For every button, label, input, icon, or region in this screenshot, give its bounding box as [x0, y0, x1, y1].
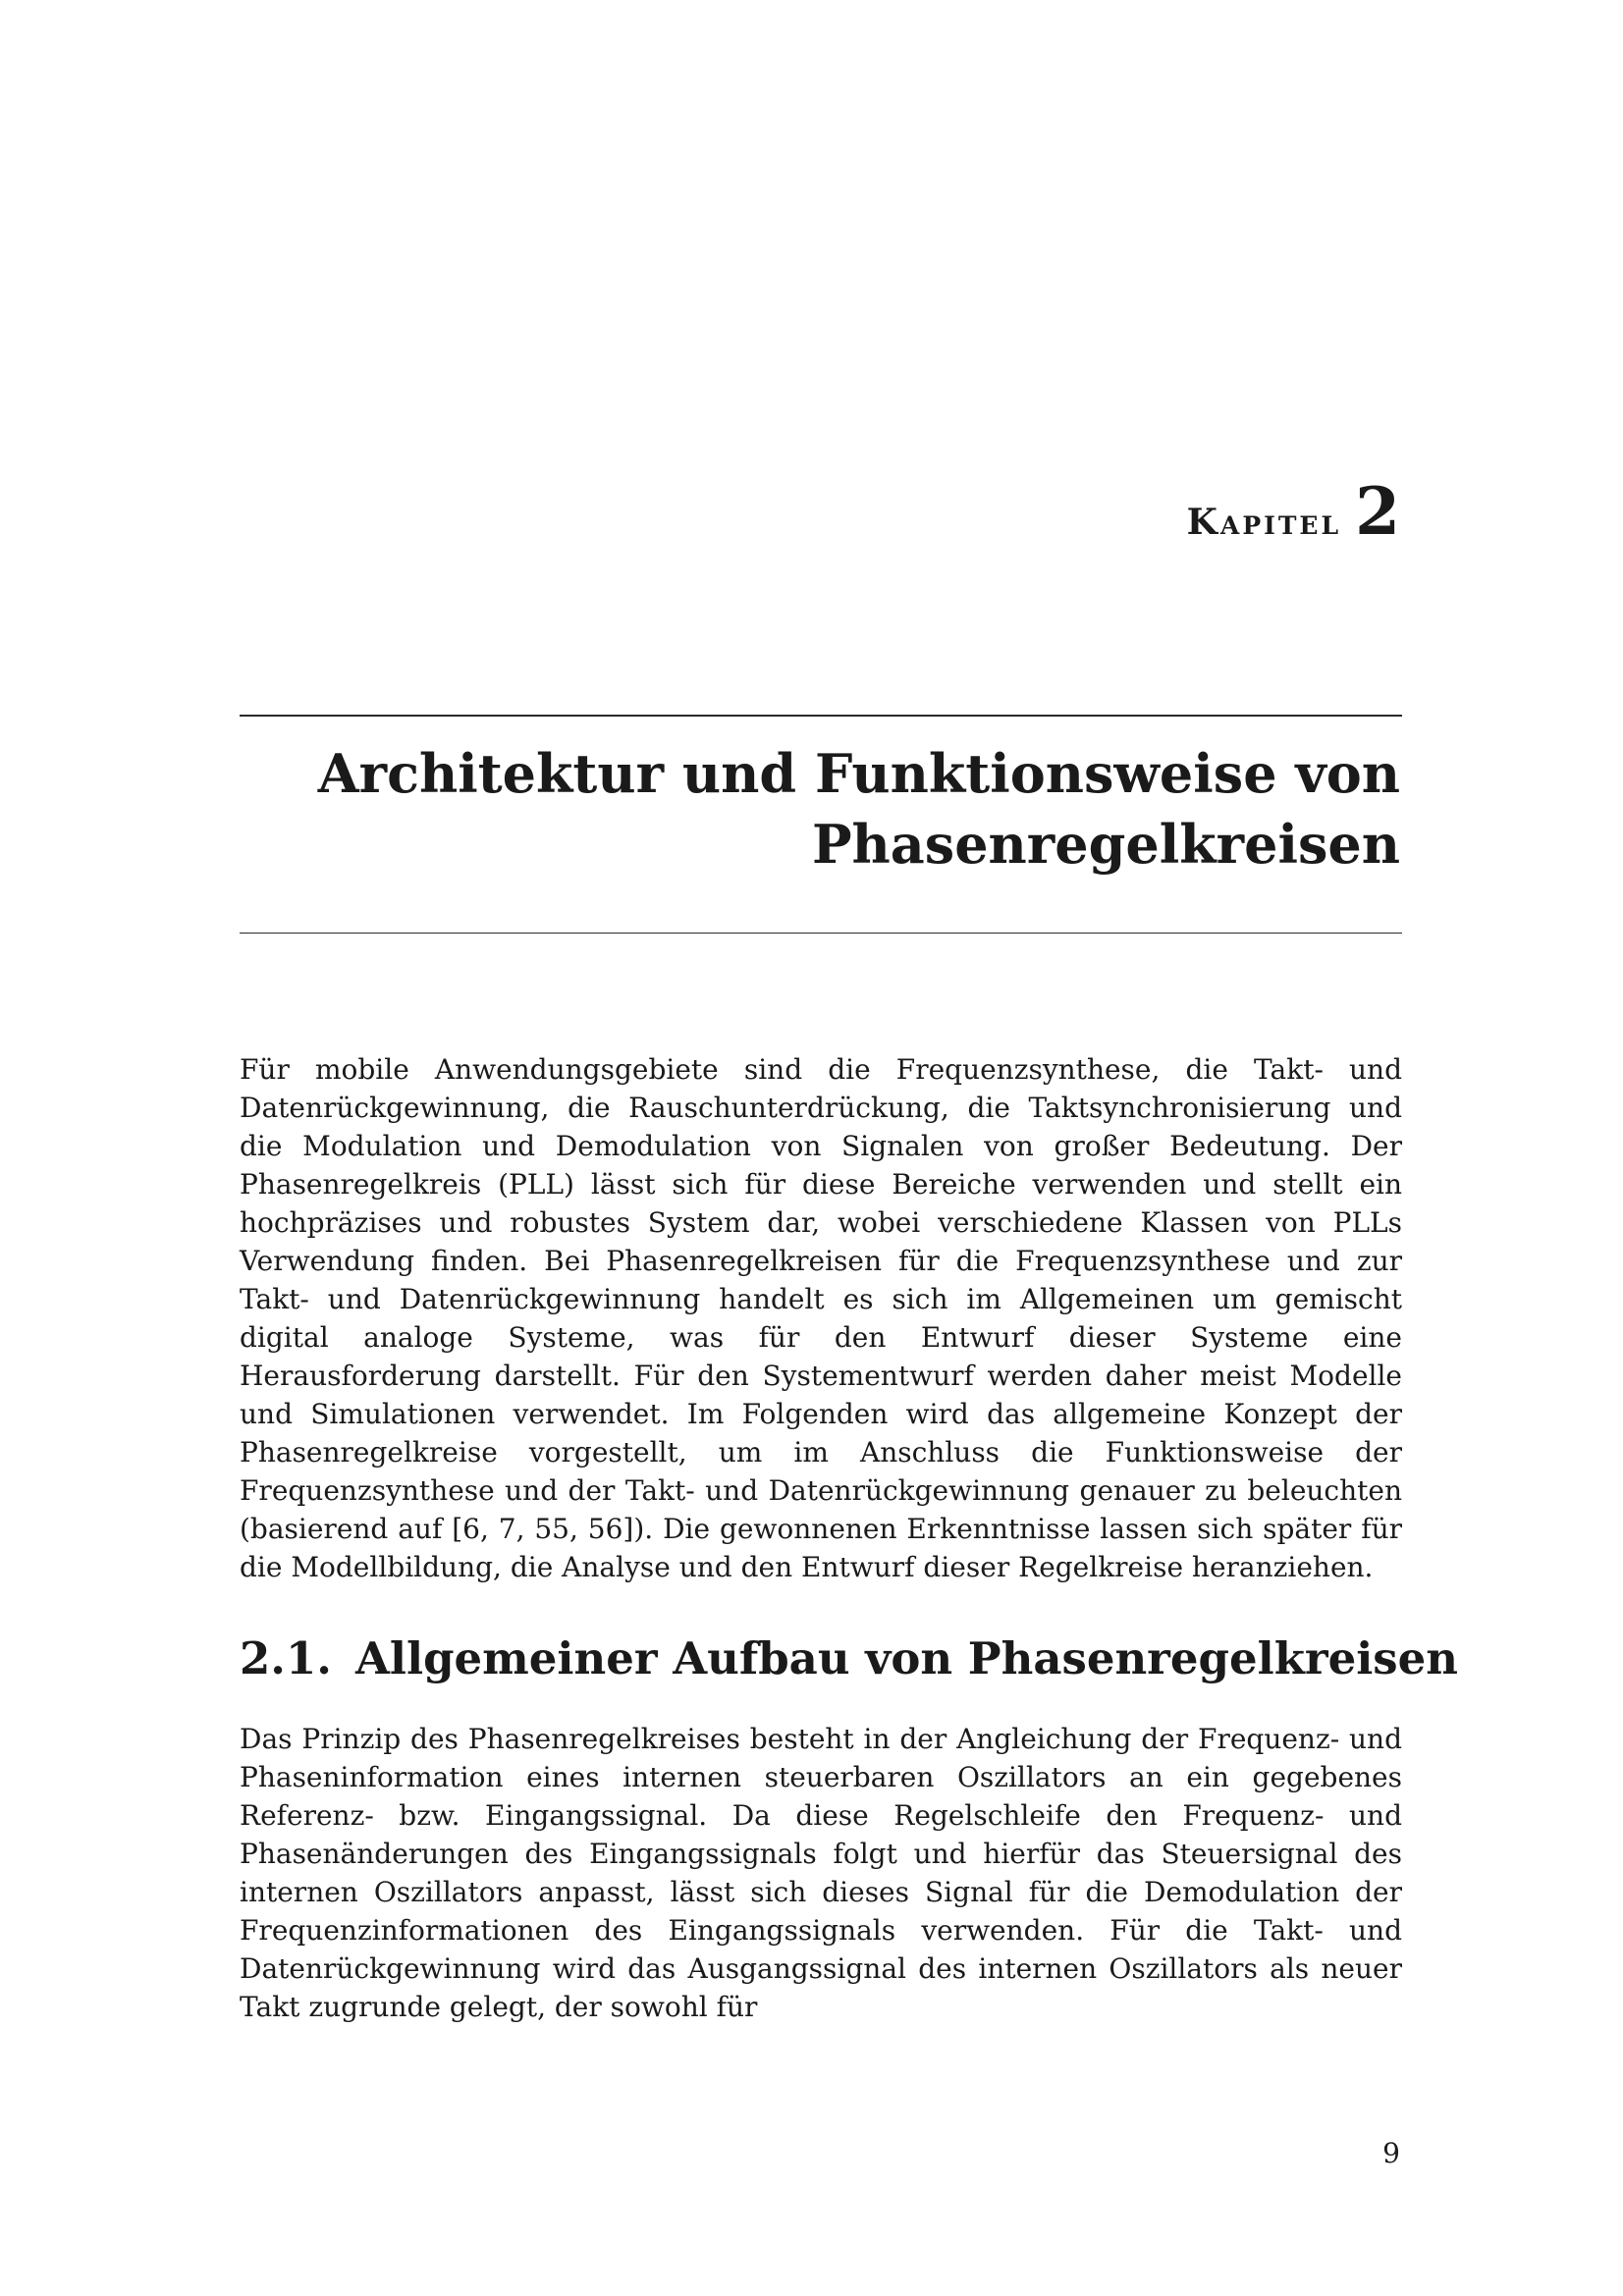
section-title: Allgemeiner Aufbau von Phasenregelkreisen	[354, 1632, 1458, 1684]
section-number: 2.1.	[240, 1632, 332, 1684]
section-heading	[240, 1629, 1458, 1688]
title-bottom-rule	[240, 933, 1402, 934]
chapter-title-line-1: Architektur und Funktionsweise von	[317, 742, 1400, 805]
chapter-title-line-2: Phasenregelkreisen	[811, 813, 1400, 876]
chapter-label	[1186, 473, 1400, 550]
chapter-number: 2	[1355, 473, 1400, 550]
chapter-word: Kapitel	[1186, 502, 1342, 543]
section-paragraph: Das Prinzip des Phasenregelkreises besteht in der Angleichung der Frequenz- und Phaseninformation eines internen steuerbaren Oszillators an ein gegebenes Referenz- bzw. Eingangssignal. Da diese Regelschleife den Frequenz- und Phasenänderungen des Eingangssignals folgt und hierfür das Steuersignal des internen Oszillators anpasst, lässt sich dieses Signal für die Demodulation der Frequenzinformationen des Eingangssignals verwenden. Für die Takt- und Datenrückgewinnung wird das Ausgangssignal des internen Oszillators als neuer Takt zugrunde gelegt, der sowohl für	[240, 1723, 1402, 2023]
title-top-rule	[240, 715, 1402, 717]
chapter-title	[238, 738, 1400, 880]
page-number: 9	[1382, 2137, 1400, 2169]
intro-paragraph: Für mobile Anwendungsgebiete sind die Frequenzsynthese, die Takt- und Datenrückgewinnung, die Rauschunterdrückung, die Taktsynchronisierung und die Modulation und Demodulation von Signalen von großer Bedeutung. Der Phasenregelkreis (PLL) lässt sich für diese Bereiche verwenden und stellt ein hochpräzises und robustes System dar, wobei verschiedene Klassen von PLLs Verwendung finden. Bei Phasenregelkreisen für die Frequenzsynthese und zur Takt- und Datenrückgewinnung handelt es sich im Allgemeinen um gemischt digital analoge Systeme, was für den Entwurf dieser Systeme eine Herausforderung darstellt. Für den Systementwurf werden daher meist Modelle und Simulationen verwendet. Im Folgenden wird das allgemeine Konzept der Phasenregelkreise vorgestellt, um im Anschluss die Funktionsweise der Frequenzsynthese und der Takt- und Datenrückgewinnung genauer zu beleuchten (basierend auf [6, 7, 55, 56]). Die gewonnenen Erkenntnisse lassen sich später für die Modellbildung, die Analyse und den Entwurf dieser Regelkreise heranziehen.	[240, 1053, 1402, 1583]
